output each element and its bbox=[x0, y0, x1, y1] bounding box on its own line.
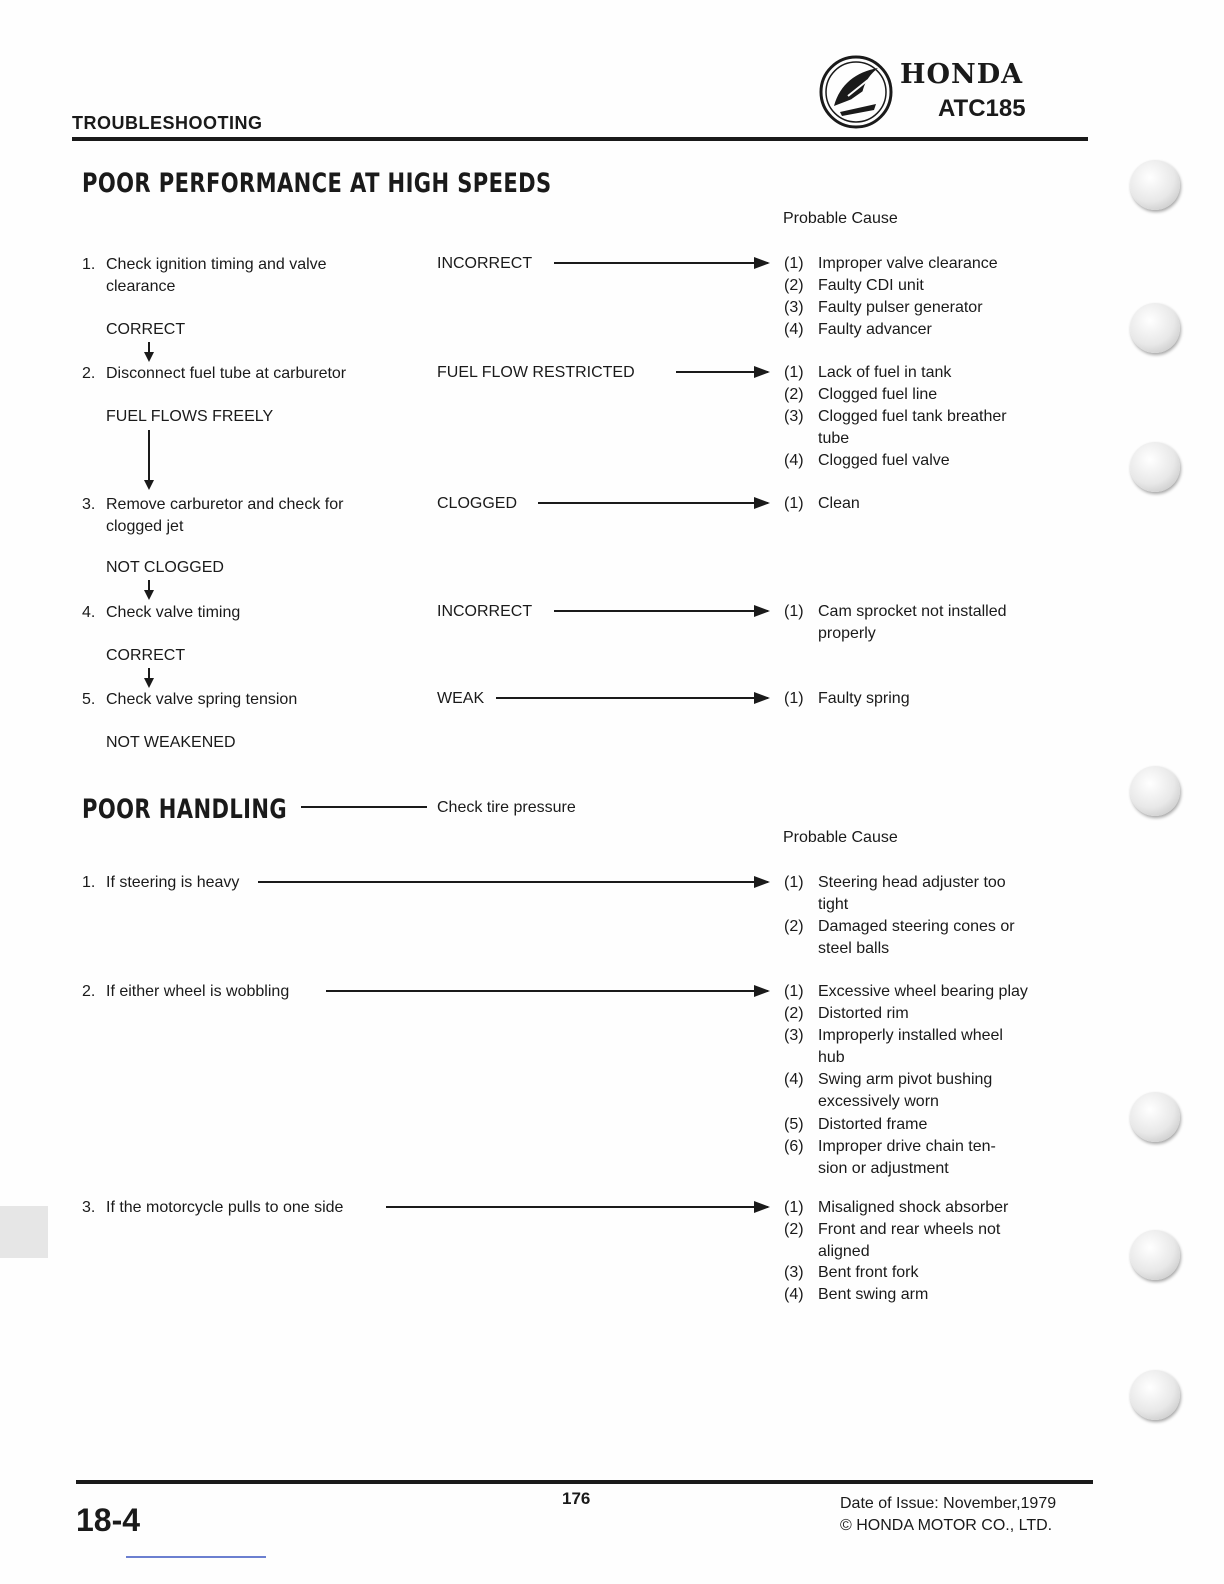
cause-item: (2) Distorted rim bbox=[784, 1005, 909, 1022]
high-speed-heading: POOR PERFORMANCE AT HIGH SPEEDS bbox=[82, 168, 552, 199]
cause-item: (1) Lack of fuel in tank bbox=[784, 364, 952, 381]
step-number: 4. bbox=[82, 604, 96, 621]
arrow-right bbox=[326, 990, 768, 992]
footer-rule bbox=[76, 1480, 1093, 1484]
cause-item-cont: tight bbox=[818, 896, 849, 913]
step-text: If steering is heavy bbox=[106, 874, 240, 891]
flow-label: CORRECT bbox=[106, 647, 186, 664]
result-label: WEAK bbox=[437, 690, 485, 707]
cause-item: (1) Misaligned shock absorber bbox=[784, 1199, 1009, 1216]
arrow-down bbox=[148, 342, 150, 360]
cause-item: (3) Clogged fuel tank breather bbox=[784, 408, 1007, 425]
note-connector-line bbox=[301, 806, 427, 808]
cause-item-cont: hub bbox=[818, 1049, 845, 1066]
step-number: 3. bbox=[82, 1199, 96, 1216]
probable-cause-label: Probable Cause bbox=[783, 829, 898, 846]
step-text: clearance bbox=[106, 278, 176, 295]
copyright: © HONDA MOTOR CO., LTD. bbox=[840, 1517, 1053, 1534]
flow-label: CORRECT bbox=[106, 321, 186, 338]
binder-hole bbox=[1130, 160, 1180, 210]
result-label: INCORRECT bbox=[437, 255, 533, 272]
cause-item-cont: aligned bbox=[818, 1243, 870, 1260]
arrow-right bbox=[554, 262, 768, 264]
step-text: Remove carburetor and check for bbox=[106, 496, 344, 513]
cause-item: (1) Clean bbox=[784, 495, 860, 512]
cause-item-cont: tube bbox=[818, 430, 850, 447]
step-text: If the motorcycle pulls to one side bbox=[106, 1199, 344, 1216]
cause-item-cont: steel balls bbox=[818, 940, 890, 957]
step-number: 3. bbox=[82, 496, 96, 513]
cause-item: (3) Improperly installed wheel bbox=[784, 1027, 1003, 1044]
binder-hole bbox=[1130, 1092, 1180, 1142]
cause-item: (1) Steering head adjuster too bbox=[784, 874, 1006, 891]
result-label: FUEL FLOW RESTRICTED bbox=[437, 364, 635, 381]
step-number: 5. bbox=[82, 691, 96, 708]
date-of-issue: Date of Issue: November,1979 bbox=[840, 1495, 1057, 1512]
arrow-down bbox=[148, 580, 150, 598]
arrow-right bbox=[496, 697, 768, 699]
arrow-right bbox=[258, 881, 768, 883]
handling-heading: POOR HANDLING bbox=[82, 794, 288, 825]
binder-hole bbox=[1130, 1230, 1180, 1280]
step-text: Disconnect fuel tube at carburetor bbox=[106, 365, 347, 382]
flow-label: NOT WEAKENED bbox=[106, 734, 236, 751]
tire-pressure-note: Check tire pressure bbox=[437, 799, 576, 816]
cause-item: (3) Bent front fork bbox=[784, 1264, 919, 1281]
probable-cause-label: Probable Cause bbox=[783, 210, 898, 227]
blue-mark bbox=[126, 1556, 266, 1558]
cause-item: (4) Swing arm pivot bushing bbox=[784, 1071, 993, 1088]
cause-item-cont: sion or adjustment bbox=[818, 1160, 949, 1177]
cause-item: (2) Damaged steering cones or bbox=[784, 918, 1015, 935]
cause-item: (1) Faulty spring bbox=[784, 690, 910, 707]
arrow-right bbox=[386, 1206, 768, 1208]
cause-item: (3) Faulty pulser generator bbox=[784, 299, 983, 316]
binder-hole bbox=[1130, 303, 1180, 353]
brand-name: HONDA bbox=[900, 59, 1024, 90]
binder-hole bbox=[1130, 1370, 1180, 1420]
arrow-down bbox=[148, 430, 150, 488]
arrow-right bbox=[538, 502, 768, 504]
cause-item: (2) Front and rear wheels not bbox=[784, 1221, 1001, 1238]
cause-item: (4) Faulty advancer bbox=[784, 321, 932, 338]
cause-item: (2) Faulty CDI unit bbox=[784, 277, 924, 294]
binder-hole bbox=[1130, 766, 1180, 816]
result-label: INCORRECT bbox=[437, 603, 533, 620]
cause-item: (5) Distorted frame bbox=[784, 1116, 928, 1133]
flow-label: FUEL FLOWS FREELY bbox=[106, 408, 274, 425]
cause-item: (1) Cam sprocket not installed bbox=[784, 603, 1007, 620]
step-text: Check valve spring tension bbox=[106, 691, 298, 708]
cause-item: (6) Improper drive chain ten- bbox=[784, 1138, 996, 1155]
model-name: ATC185 bbox=[938, 95, 1026, 122]
step-text: Check valve timing bbox=[106, 604, 241, 621]
cause-item: (4) Clogged fuel valve bbox=[784, 452, 950, 469]
page-number: 18-4 bbox=[76, 1502, 141, 1538]
cause-item-cont: excessively worn bbox=[818, 1093, 939, 1110]
cause-item: (4) Bent swing arm bbox=[784, 1286, 929, 1303]
arrow-right bbox=[554, 610, 768, 612]
binder-hole bbox=[1130, 442, 1180, 492]
arrow-down bbox=[148, 668, 150, 686]
step-text: If either wheel is wobbling bbox=[106, 983, 290, 1000]
step-text: Check ignition timing and valve bbox=[106, 256, 327, 273]
step-number: 2. bbox=[82, 983, 96, 1000]
section-title: TROUBLESHOOTING bbox=[72, 113, 263, 133]
step-number: 1. bbox=[82, 256, 96, 273]
result-label: CLOGGED bbox=[437, 495, 518, 512]
cause-item: (2) Clogged fuel line bbox=[784, 386, 938, 403]
step-number: 2. bbox=[82, 365, 96, 382]
step-text: clogged jet bbox=[106, 518, 184, 535]
arrow-right bbox=[676, 371, 768, 373]
honda-wing-logo-icon bbox=[818, 54, 894, 130]
cause-item-cont: properly bbox=[818, 625, 876, 642]
header-rule bbox=[72, 137, 1088, 141]
cause-item: (1) Improper valve clearance bbox=[784, 255, 998, 272]
center-page-number: 176 bbox=[562, 1489, 591, 1508]
step-number: 1. bbox=[82, 874, 96, 891]
edge-tab bbox=[0, 1206, 48, 1258]
flow-label: NOT CLOGGED bbox=[106, 559, 224, 576]
cause-item: (1) Excessive wheel bearing play bbox=[784, 983, 1028, 1000]
